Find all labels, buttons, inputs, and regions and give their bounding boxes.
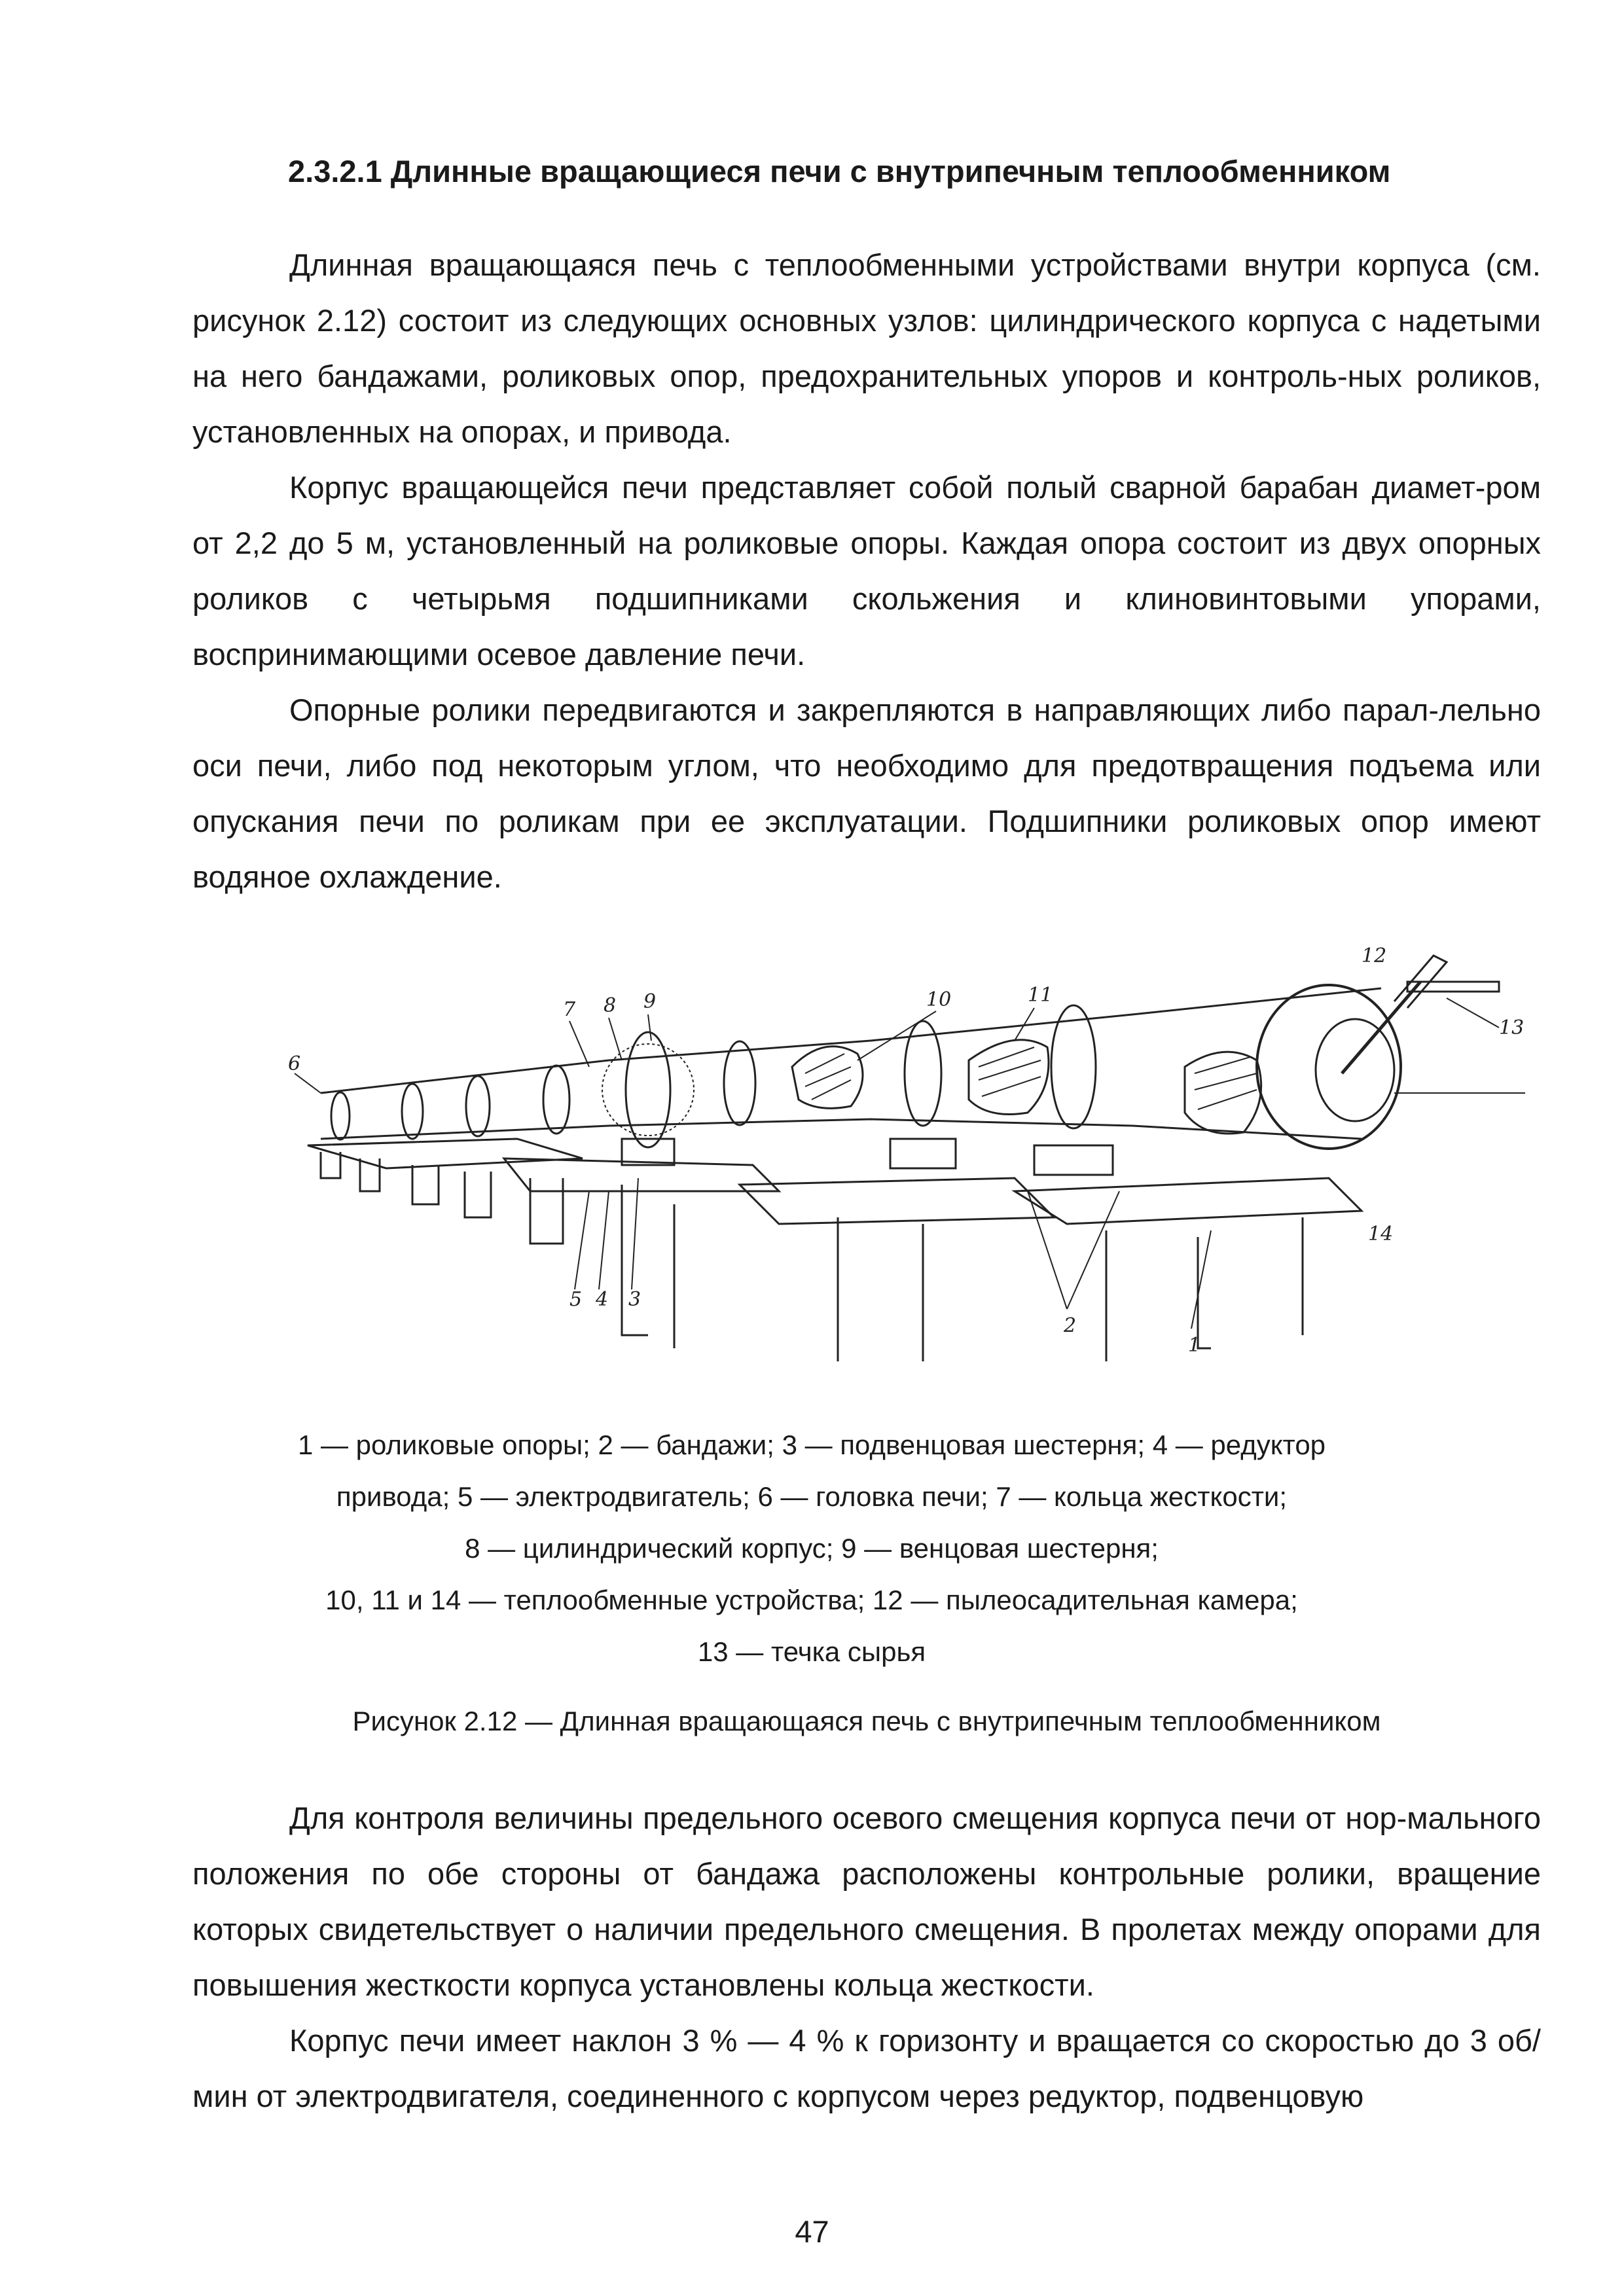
legend-line-2: привода; 5 — электродвигатель; 6 — головка печи; 7 — кольца жесткости; [336, 1481, 1288, 1512]
figure-legend [249, 1419, 1375, 1677]
callout-13: 13 [1499, 1016, 1525, 1039]
page-number: 47 [795, 2214, 829, 2249]
callout-11: 11 [1028, 984, 1053, 1007]
rotary-kiln-figure [281, 942, 1525, 1374]
section-heading: 2.3.2.1 Длинные вращающиеся печи с внутрипечным теплообменником [288, 154, 1391, 188]
kiln-drawing [281, 942, 1525, 1374]
legend-line-5: 13 — течка сырья [697, 1636, 926, 1667]
callout-6: 6 [288, 1052, 301, 1075]
callout-4: 4 [596, 1288, 609, 1311]
paragraph-1: Длинная вращающаяся печь с теплообменными устройствами внутри корпуса (см. рисунок 2.12) состоит из следующих основных узлов: цилиндрического корпуса с надетыми на него бандажами, роликовых опор, предохранительных упоров и контроль-ных роликов, установленных на опорах, и привода. [192, 247, 1541, 449]
legend-line-1: 1 — роликовые опоры; 2 — бандажи; 3 — подвенцовая шестерня; 4 — редуктор [297, 1429, 1326, 1460]
callout-12: 12 [1362, 944, 1387, 967]
figure-caption: Рисунок 2.12 — Длинная вращающаяся печь с внутрипечным теплообменником [352, 1706, 1381, 1736]
callout-9: 9 [643, 990, 657, 1013]
callout-14: 14 [1368, 1223, 1394, 1246]
paragraph-4: Для контроля величины предельного осевого смещения корпуса печи от нор-мального положения по обе стороны от бандажа расположены контрольные ролики, вращение которых свидетельствует о наличии предельного смещения. В пролетах между опорами для повышения жесткости корпуса установлены кольца жесткости. [192, 1801, 1541, 2002]
paragraph-2: Корпус вращающейся печи представляет собой полый сварной барабан диамет-ром от 2,2 до 5 м, установленный на роликовые опоры. Каждая опора состоит из двух опорных роликов с четырьмя подшипниками скольжения и клиновинтовыми упорами, воспринимающими осевое давление печи. [192, 470, 1541, 672]
legend-line-4: 10, 11 и 14 — теплообменные устройства; 12 — пылеосадительная камера; [325, 1585, 1298, 1615]
paragraph-3: Опорные ролики передвигаются и закрепляются в направляющих либо парал-лельно оси печи, либо под некоторым углом, что необходимо для предотвращения подъема или опускания печи по роликам при ее эксплуатации. Подшипники роликовых опор имеют водяное охлаждение. [192, 692, 1541, 894]
callout-2: 2 [1064, 1314, 1077, 1337]
callout-5: 5 [569, 1288, 583, 1311]
callout-8: 8 [604, 994, 617, 1017]
callout-7: 7 [563, 998, 576, 1021]
callout-1: 1 [1188, 1334, 1201, 1357]
paragraph-5: Корпус печи имеет наклон 3 % — 4 % к горизонту и вращается со скоростью до 3 об/мин от электродвигателя, соединенного с корпусом через редуктор, подвенцовую [192, 2023, 1541, 2113]
legend-line-3: 8 — цилиндрический корпус; 9 — венцовая шестерня; [465, 1533, 1159, 1564]
callout-10: 10 [926, 988, 952, 1011]
callout-3: 3 [628, 1288, 641, 1311]
